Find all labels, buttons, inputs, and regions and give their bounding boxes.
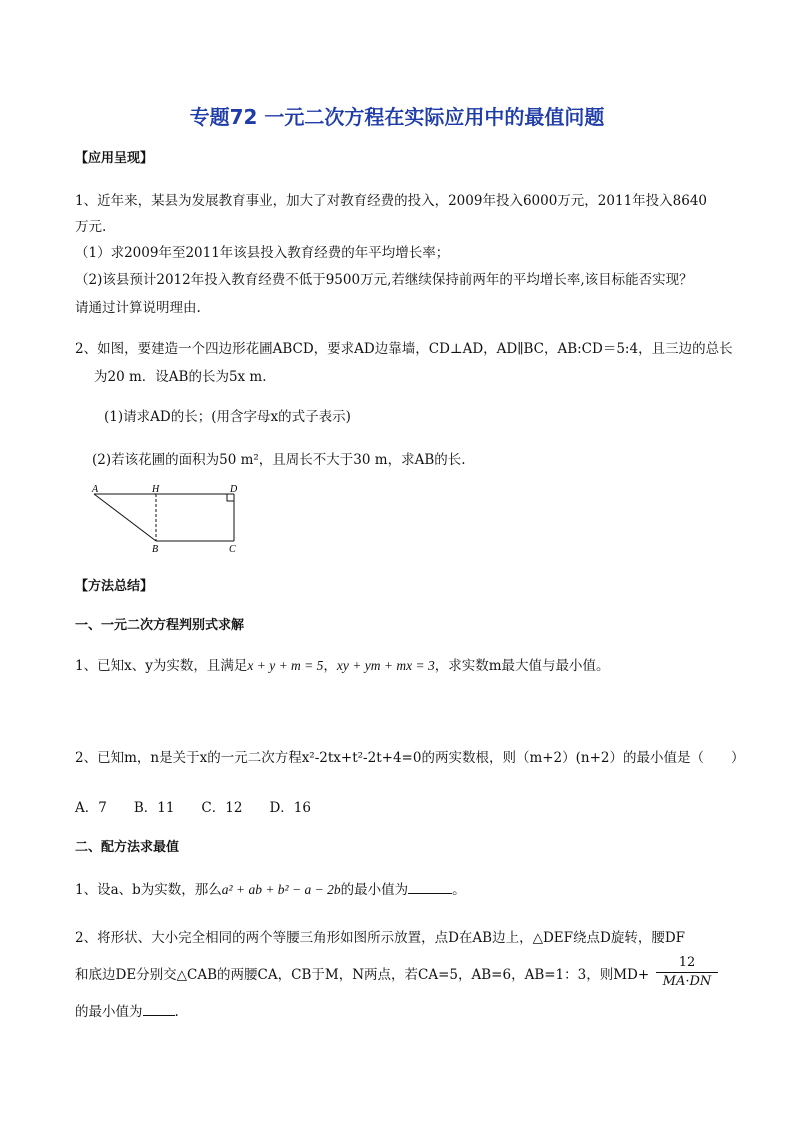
q1-part2: （2)该县预计2012年投入教育经费不低于9500万元,若继续保持前两年的平均增长率,该目标能否实现？ xyxy=(75,272,693,288)
label-c: C xyxy=(229,544,236,555)
fraction xyxy=(656,955,718,990)
s2-question1: 1、设a、b为实数，那么a² + ab + b² − a − 2b的最小值为 。 xyxy=(75,882,466,898)
q2-part2: (2)若该花圃的面积为50 m²，且周长不大于30 m，求AB的长. xyxy=(92,452,466,468)
trapezoid-figure xyxy=(88,484,248,556)
expression: a² + ab + b² − a − 2b xyxy=(221,882,341,897)
subsection-completing-square: 二、配方法求最值 xyxy=(75,840,180,855)
q1-part1: （1）求2009年至2011年该县投入教育经费的年平均增长率； xyxy=(75,245,450,261)
q1-line2: 万元. xyxy=(75,219,107,235)
label-h: H xyxy=(152,484,160,495)
s2-question2-line3: 的最小值为 . xyxy=(75,1004,179,1020)
subsection-discriminant: 一、一元二次方程判别式求解 xyxy=(75,618,245,633)
s1-question1: 1、已知x、y为实数，且满足x + y + m = 5，xy + ym + mx = 3，求实数m最大值与最小值。 xyxy=(75,658,610,674)
q2-line2: 为20 m．设AB的长为5x m. xyxy=(94,369,267,385)
page-title: 专题72 一元二次方程在实际应用中的最值问题 xyxy=(189,105,605,129)
q2-line1: 2、如图，要建造一个四边形花圃ABCD，要求AD边靠墙，CD⊥AD，AD∥BC，AB:CD＝5:4，且三边的总长 xyxy=(75,341,733,357)
label-d: D xyxy=(230,484,238,495)
q1-part2-cont: 请通过计算说明理由. xyxy=(75,300,201,316)
equation-sum: x + y + m = 5 xyxy=(247,658,324,673)
section-application-heading: 【应用呈现】 xyxy=(75,151,154,166)
q2-part1: (1)请求AD的长；(用含字母x的式子表示) xyxy=(104,409,351,425)
section-method-heading: 【方法总结】 xyxy=(75,579,154,594)
s2-question2-line2: 和底边DE分别交△CAB的两腰CA，CB于M，N两点，若CA=5，AB=6，AB=1：3，则MD+ xyxy=(75,967,650,983)
s1-question2-options: A．7 B．11 C．12 D．16 xyxy=(75,800,311,816)
label-b: B xyxy=(152,544,159,555)
answer-blank-2 xyxy=(143,1003,175,1016)
answer-blank xyxy=(408,881,452,894)
fraction-denominator: MA·DN xyxy=(662,974,712,989)
s2-question2-line1: 2、将形状、大小完全相同的两个等腰三角形如图所示放置，点D在AB边上，△DEF绕点D旋转，腰DF xyxy=(75,930,686,946)
label-a: A xyxy=(92,484,99,495)
equation-product: xy + ym + mx = 3 xyxy=(336,658,435,673)
fraction-numerator: 12 xyxy=(678,955,696,970)
right-angle-mark xyxy=(227,494,234,501)
q1-line1: 1、近年来，某县为发展教育事业，加大了对教育经费的投入，2009年投入6000万元，2011年投入8640 xyxy=(75,193,708,209)
side-ab xyxy=(94,494,156,541)
s1-question2: 2、已知m，n是关于x的一元二次方程x²-2tx+t²-2t+4=0的两实数根，则（m+2）(n+2）的最小值是（ ） xyxy=(75,750,745,766)
